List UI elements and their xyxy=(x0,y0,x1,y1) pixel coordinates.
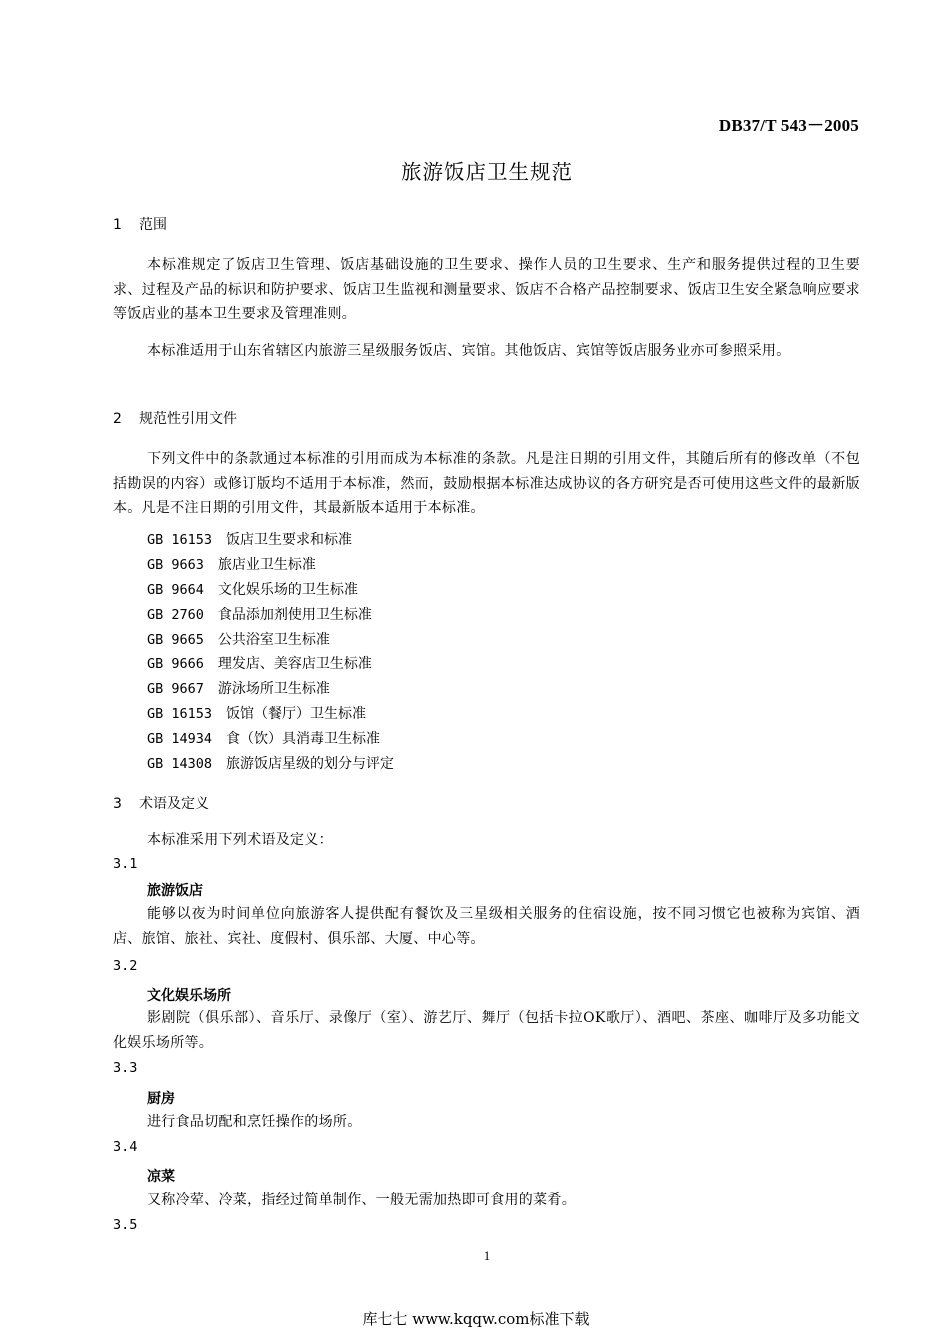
reference-code: GB 9664 xyxy=(147,581,204,598)
reference-code: GB 9665 xyxy=(147,631,204,648)
term-definition: 进行食品切配和烹饪操作的场所。 xyxy=(147,1114,362,1130)
section-title: 规范性引用文件 xyxy=(139,411,237,427)
term-definition: 又称冷荤、冷菜，指经过简单制作、一般无需加热即可食用的菜肴。 xyxy=(147,1192,576,1208)
reference-item xyxy=(147,727,394,752)
reference-code: GB 9667 xyxy=(147,681,204,698)
section-number: 3 xyxy=(113,796,122,812)
reference-title: 饭店卫生要求和标准 xyxy=(226,532,353,548)
term-definition: 影剧院（俱乐部）、音乐厅、录像厅（室）、游艺厅、舞厅（包括卡拉OK歌厅）、酒吧、茶座、咖啡厅及多功能文化娱乐场所等。 xyxy=(113,1010,860,1051)
reference-item xyxy=(147,528,394,553)
reference-item xyxy=(147,752,394,777)
page-number: 1 xyxy=(483,1248,491,1263)
section-number: 2 xyxy=(113,411,122,427)
reference-item xyxy=(147,652,394,677)
reference-code: GB 9663 xyxy=(147,556,204,573)
reference-code: GB 2760 xyxy=(147,606,204,623)
reference-code: GB 16153 xyxy=(147,532,213,548)
section-number: 1 xyxy=(113,217,122,233)
page-title: 旅游饭店卫生规范 xyxy=(401,160,573,184)
reference-item xyxy=(147,578,394,603)
reference-item xyxy=(147,553,394,578)
reference-title: 旅店业卫生标准 xyxy=(217,556,316,573)
term-number: 3.1 xyxy=(113,856,138,872)
section-3-intro: 本标准采用下列术语及定义： xyxy=(147,832,333,848)
reference-code: GB 9666 xyxy=(147,656,204,673)
reference-title: 食（饮）具消毒卫生标准 xyxy=(226,731,381,748)
reference-title: 文化娱乐场的卫生标准 xyxy=(217,581,358,598)
reference-title: 游泳场所卫生标准 xyxy=(217,681,330,698)
reference-code: GB 14934 xyxy=(147,731,213,748)
term-number: 3.2 xyxy=(113,958,138,974)
section-1-heading xyxy=(113,214,167,234)
normative-references-list xyxy=(147,528,394,777)
standard-code: DB37/T 543－2005 xyxy=(718,116,859,135)
section-2-heading xyxy=(113,408,237,428)
reference-title: 理发店、美容店卫生标准 xyxy=(217,656,372,673)
term-name: 凉菜 xyxy=(147,1169,175,1185)
section-3-heading xyxy=(113,793,209,813)
section-2-paragraph: 下列文件中的条款通过本标准的引用而成为本标准的条款。凡是注日期的引用文件，其随后所有的修改单（不包括勘误的内容）或修订版均不适用于本标准，然而，鼓励根据本标准达成协议的各方研究是否可使用这些文件的最新版本。凡是不注日期的引用文件，其最新版本适用于本标准。 xyxy=(113,451,860,516)
term-name: 旅游饭店 xyxy=(147,883,203,899)
reference-title: 食品添加剂使用卫生标准 xyxy=(217,606,372,623)
section-title: 范围 xyxy=(139,217,167,233)
section-1-paragraph-1: 本标准规定了饭店卫生管理、饭店基础设施的卫生要求、操作人员的卫生要求、生产和服务提供过程的卫生要求、过程及产品的标识和防护要求、饭店卫生监视和测量要求、饭店不合格产品控制要求、饭店卫生安全紧急响应要求等饭店业的基本卫生要求及管理准则。 xyxy=(113,257,860,322)
reference-title: 饭馆（餐厅）卫生标准 xyxy=(226,706,367,723)
reference-item xyxy=(147,677,394,702)
term-definition: 能够以夜为时间单位向旅游客人提供配有餐饮及三星级相关服务的住宿设施，按不同习惯它也被称为宾馆、酒店、旅馆、旅社、宾社、度假村、俱乐部、大厦、中心等。 xyxy=(113,906,860,947)
term-name: 文化娱乐场所 xyxy=(147,988,231,1004)
reference-title: 旅游饭店星级的划分与评定 xyxy=(226,756,395,773)
section-title: 术语及定义 xyxy=(139,796,209,812)
reference-title: 公共浴室卫生标准 xyxy=(217,631,330,648)
term-number: 3.3 xyxy=(113,1060,138,1076)
reference-item xyxy=(147,702,394,727)
term-number: 3.5 xyxy=(113,1217,138,1233)
footer-source: 库七七 www.kqqw.com标准下载 xyxy=(362,1310,590,1328)
term-number: 3.4 xyxy=(113,1139,138,1155)
reference-item xyxy=(147,603,394,628)
reference-code: GB 16153 xyxy=(147,706,213,723)
term-name: 厨房 xyxy=(147,1091,175,1107)
section-1-paragraph-2: 本标准适用于山东省辖区内旅游三星级服务饭店、宾馆。其他饭店、宾馆等饭店服务业亦可参照采用。 xyxy=(147,343,791,359)
reference-item xyxy=(147,628,394,653)
reference-code: GB 14308 xyxy=(147,756,213,773)
